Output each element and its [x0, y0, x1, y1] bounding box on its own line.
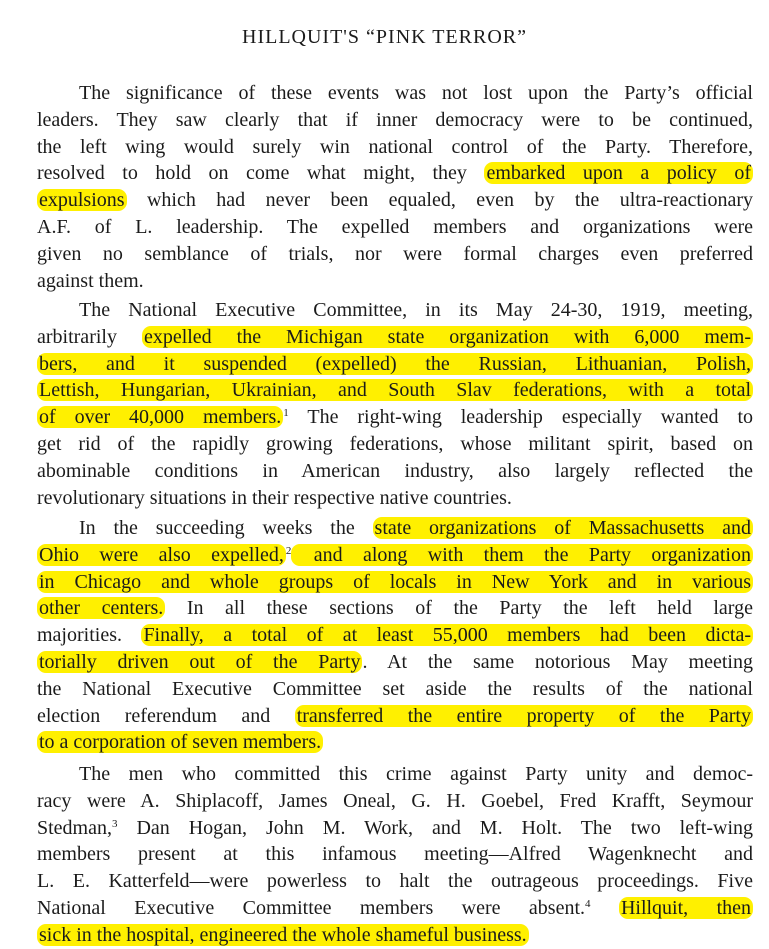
text-span: Stedman,	[37, 816, 112, 839]
text-span: The significance of these events was not lost upon the Party’s official	[79, 82, 753, 104]
text-span: The National Executive Committee, in its May 24-30, 1919, meeting,	[79, 299, 753, 321]
text-line	[37, 351, 753, 378]
footnote-marker: 3	[112, 817, 118, 830]
paragraph-4	[37, 761, 753, 949]
text-span: the left wing would surely win national control of the Party. Therefore,	[37, 135, 753, 158]
highlighted-text: Lettish, Hungarian, Ukrainian, and South Slav federations, with a total	[39, 379, 751, 402]
text-span: leaders. They saw clearly that if inner democracy were to be continued,	[37, 108, 753, 131]
text-span: members present at this infamous meeting—Alfred Wagenknecht and	[37, 843, 753, 866]
text-span: get rid of the rapidly growing federations, whose militant spirit, based on	[37, 432, 753, 455]
text-line	[37, 107, 753, 134]
paragraph-2	[37, 297, 753, 511]
text-line	[37, 622, 753, 649]
highlighted-text: expelled the Michigan state organization with 6,000 mem-	[143, 325, 751, 348]
text-span: given no semblance of trials, nor were formal charges even preferred	[37, 242, 753, 265]
text-span: against them.	[37, 269, 144, 292]
text-span: L. E. Katterfeld—were powerless to halt the outrageous proceedings. Five	[37, 870, 753, 893]
text-line	[37, 431, 753, 458]
highlighted-text: expulsions	[39, 189, 125, 212]
text-line	[37, 595, 753, 622]
text-line	[37, 841, 753, 868]
text-line	[37, 542, 753, 569]
highlighted-text: embarked upon a policy of	[486, 162, 751, 185]
text-span: National Executive Committee members were absent.	[37, 896, 586, 919]
text-line	[37, 788, 753, 815]
text-line	[37, 187, 753, 214]
text-span: . At the same notorious May meeting	[362, 650, 753, 673]
text-line	[37, 676, 753, 703]
text-line	[37, 241, 753, 268]
highlighted-text: in Chicago and whole groups of locals in New York and in various	[39, 570, 751, 593]
highlighted-text: torially driven out of the Party	[39, 650, 361, 673]
highlighted-text: sick in the hospital, engineered the whole shameful business.	[39, 923, 527, 946]
text-line	[37, 297, 753, 324]
text-line	[37, 324, 753, 351]
highlighted-text: Finally, a total of at least 55,000 members had been dicta-	[143, 624, 751, 647]
footnote-marker: 1	[283, 407, 289, 420]
text-span: revolutionary situations in their respective native countries.	[37, 486, 512, 509]
text-span: abominable conditions in American industry, also largely reflected the	[37, 459, 753, 482]
text-line	[37, 458, 753, 485]
text-span	[591, 897, 619, 919]
page-heading: HILLQUIT'S “PINK TERROR”	[242, 26, 527, 48]
text-span: The right-wing leadership especially wanted to	[288, 406, 753, 429]
paragraph-3	[37, 515, 753, 756]
text-line	[37, 895, 753, 922]
text-span: A.F. of L. leadership. The expelled members and organizations were	[37, 215, 753, 238]
footnote-marker: 4	[585, 897, 591, 910]
highlighted-text: Ohio were also expelled,	[39, 543, 284, 566]
text-span: In all these sections of the Party the left held large	[165, 597, 753, 620]
text-line	[37, 377, 753, 404]
text-line	[37, 160, 753, 187]
text-span: which had never been equaled, even by the ultra-reactionary	[126, 189, 753, 212]
text-span: majorities.	[37, 624, 142, 647]
text-line	[37, 649, 753, 676]
text-span: racy were A. Shiplacoff, James Oneal, G. H. Goebel, Fred Krafft, Seymour	[37, 789, 753, 812]
highlighted-text: transferred the entire property of the Party	[296, 704, 751, 727]
text-line	[37, 703, 753, 730]
text-line	[37, 214, 753, 241]
highlighted-text: other centers.	[39, 597, 164, 620]
paragraph-1	[37, 80, 753, 294]
text-line	[37, 485, 753, 512]
text-line	[37, 761, 753, 788]
text-span: resolved to hold on come what might, they	[37, 162, 485, 185]
text-span: Dan Hogan, John M. Work, and M. Holt. The two left-wing	[117, 816, 753, 839]
text-line	[37, 134, 753, 161]
highlighted-text: of over 40,000 members.	[39, 406, 282, 429]
text-line	[37, 569, 753, 596]
text-span: arbitrarily	[37, 325, 142, 348]
highlighted-text: to a corporation of seven members.	[39, 731, 322, 754]
highlighted-text: bers, and it suspended (expelled) the Russian, Lithuanian, Polish,	[39, 352, 751, 375]
highlighted-text: state organizations of Massachusetts and	[374, 517, 752, 539]
highlighted-text: and along with them the Party organization	[293, 543, 751, 566]
text-span: the National Executive Committee set aside the results of the national	[37, 677, 753, 700]
text-line	[37, 815, 753, 842]
text-span: The men who committed this crime against Party unity and democ-	[79, 763, 753, 785]
text-line	[37, 268, 753, 295]
text-line	[37, 868, 753, 895]
text-span: In the succeeding weeks the	[79, 517, 373, 539]
text-line	[37, 404, 753, 431]
footnote-marker: 2	[285, 544, 292, 557]
text-line	[37, 729, 753, 756]
highlighted-text: Hillquit, then	[620, 896, 752, 919]
text-span: election referendum and	[37, 704, 295, 727]
text-line	[37, 515, 753, 542]
text-line	[37, 80, 753, 107]
text-line	[37, 922, 753, 949]
